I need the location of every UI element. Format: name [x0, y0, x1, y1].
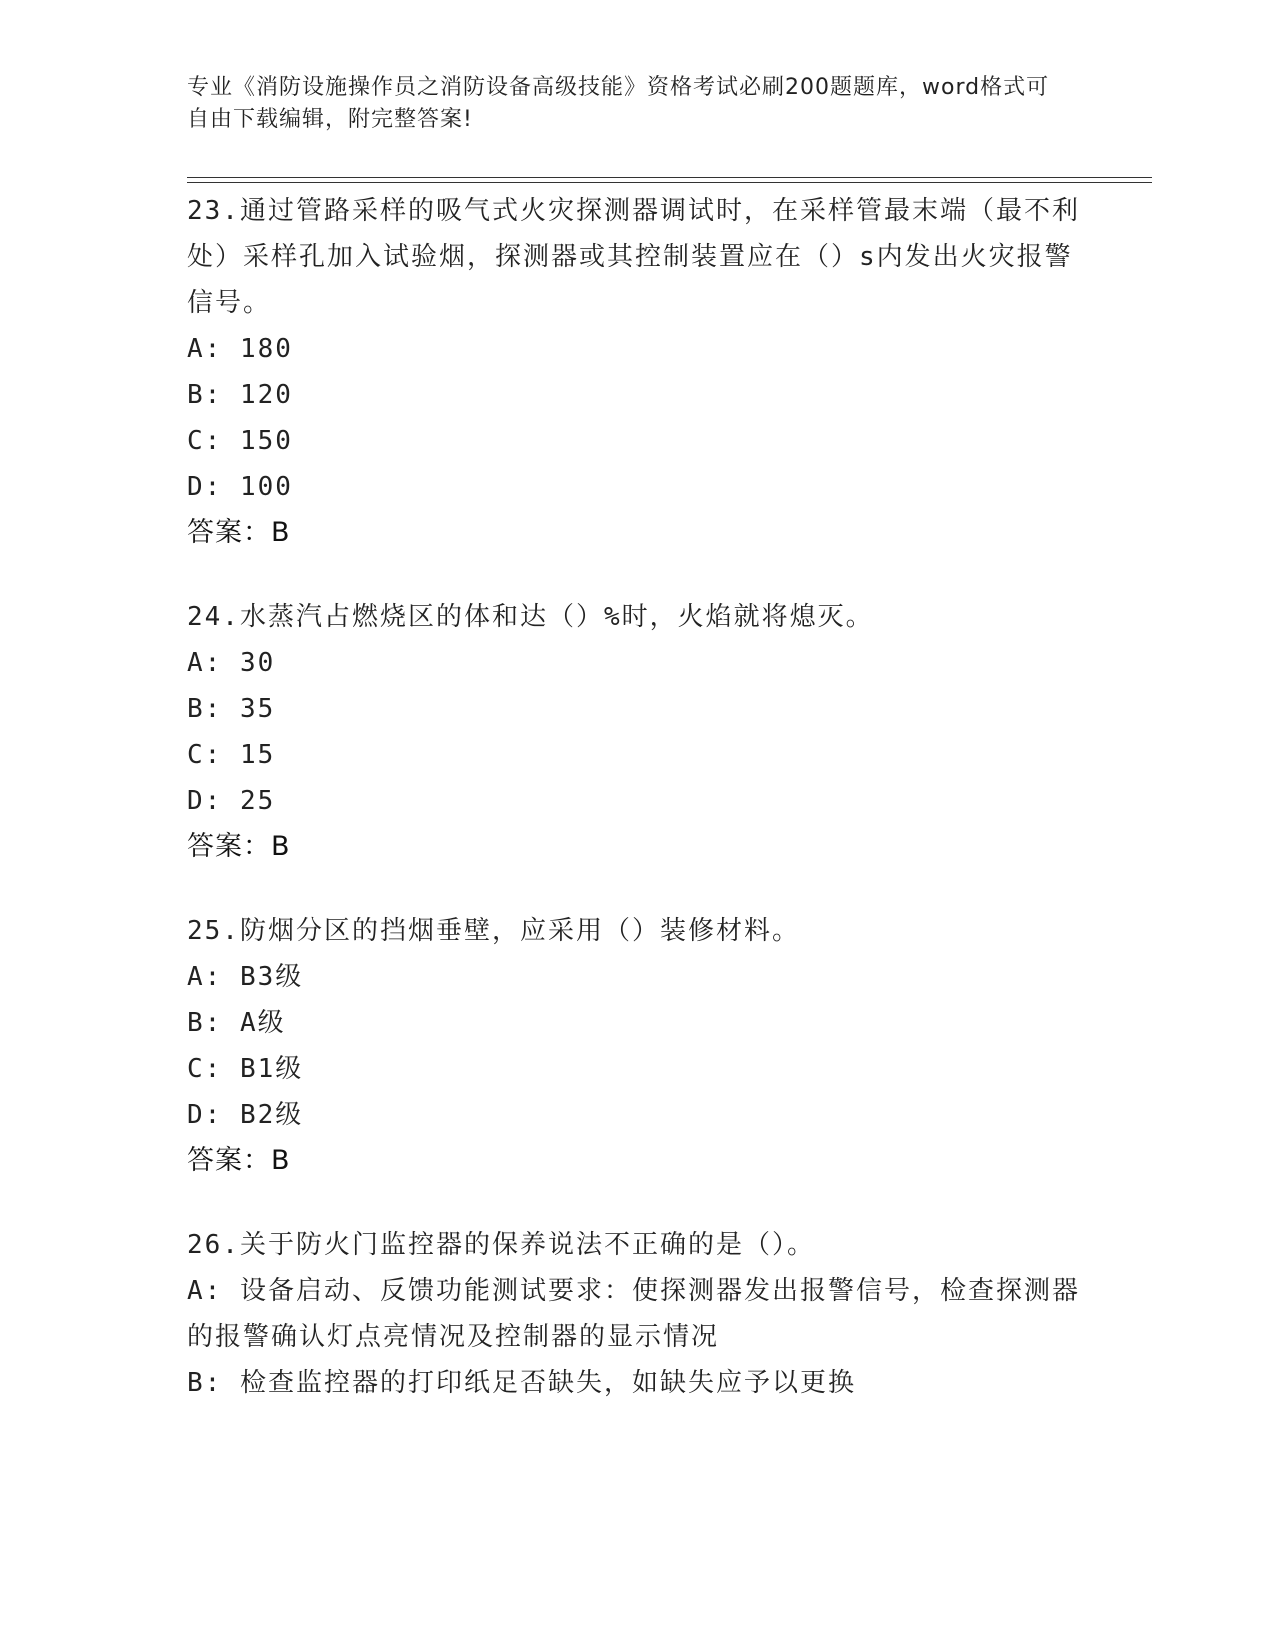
- option-d: D: 25: [187, 786, 276, 816]
- option-c: C: 15: [187, 740, 276, 770]
- option-a: A: B3级: [187, 962, 304, 992]
- option-b: B: A级: [187, 1008, 286, 1038]
- document-header: 专业《消防设施操作员之消防设备高级技能》资格考试必刷200题题库，word格式可自由下载编辑，附完整答案!: [187, 75, 1050, 132]
- answer-line: 答案：B: [187, 517, 291, 548]
- question-list: [187, 188, 1087, 1444]
- question-stem: 25.防烟分区的挡烟垂壁，应采用（）装修材料。: [187, 916, 800, 946]
- option-a: A: 设备启动、反馈功能测试要求：使探测器发出报警信号，检查探测器的报警确认灯点亮情况及控制器的显示情况: [187, 1276, 1080, 1352]
- option-d: D: B2级: [187, 1100, 304, 1130]
- header-divider-bottom: [187, 182, 1152, 183]
- option-b: B: 检查监控器的打印纸足否缺失，如缺失应予以更换: [187, 1368, 856, 1398]
- option-a: A: 30: [187, 648, 276, 678]
- question-stem: 26.关于防火门监控器的保养说法不正确的是（）。: [187, 1230, 815, 1260]
- header-divider-top: [187, 177, 1152, 178]
- option-b: B: 35: [187, 694, 276, 724]
- question-23: [187, 188, 1087, 556]
- option-d: D: 100: [187, 472, 293, 502]
- question-24: [187, 594, 1087, 870]
- question-stem: 23.通过管路采样的吸气式火灾探测器调试时，在采样管最末端（最不利处）采样孔加入试验烟，探测器或其控制装置应在（）s内发出火灾报警信号。: [187, 196, 1080, 318]
- answer-line: 答案：B: [187, 1145, 291, 1176]
- option-a: A: 180: [187, 334, 293, 364]
- question-25: [187, 908, 1087, 1184]
- option-b: B: 120: [187, 380, 293, 410]
- option-c: C: B1级: [187, 1054, 304, 1084]
- answer-line: 答案：B: [187, 831, 291, 862]
- question-26: [187, 1222, 1087, 1406]
- question-stem: 24.水蒸汽占燃烧区的体和达（）%时，火焰就将熄灭。: [187, 602, 874, 632]
- option-c: C: 150: [187, 426, 293, 456]
